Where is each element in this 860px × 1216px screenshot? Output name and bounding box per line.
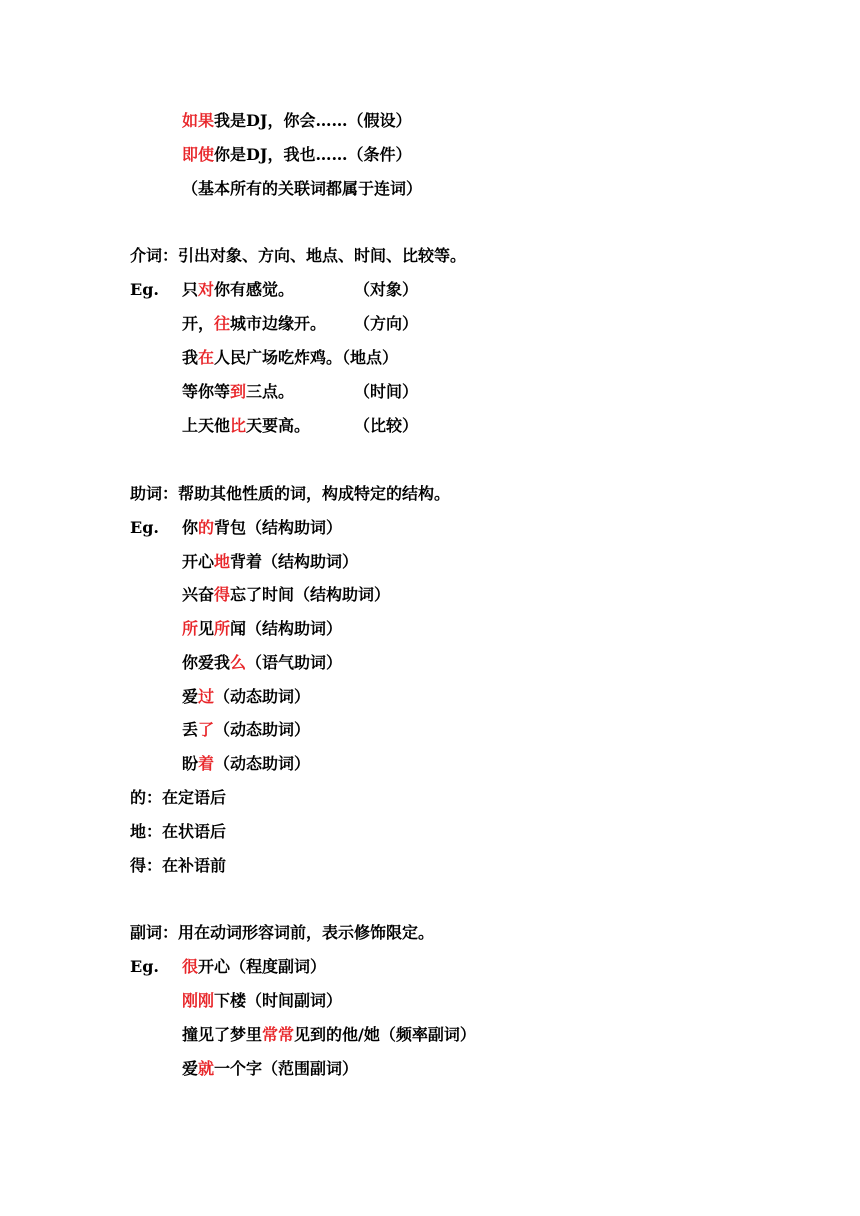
text-segment: 上天他 bbox=[182, 416, 231, 435]
text-line bbox=[182, 178, 422, 200]
text-line bbox=[354, 313, 418, 335]
highlighted-word: 所 bbox=[182, 619, 199, 638]
text-segment: 等你等 bbox=[182, 382, 231, 401]
highlighted-word: 的 bbox=[198, 518, 215, 537]
text-line bbox=[182, 990, 342, 1012]
text-segment: 你 bbox=[182, 518, 199, 537]
text-segment: 见 bbox=[198, 619, 215, 638]
highlighted-word: 如果 bbox=[182, 111, 215, 130]
text-segment: 只 bbox=[182, 280, 199, 299]
highlighted-word: 常常 bbox=[262, 1025, 295, 1044]
highlighted-word: 了 bbox=[198, 720, 215, 739]
text-segment: 你是DJ，我也……（条件） bbox=[214, 145, 412, 164]
text-line bbox=[182, 144, 411, 166]
text-line bbox=[130, 922, 434, 944]
text-segment: 你爱我 bbox=[182, 653, 231, 672]
text-segment: 得：在补语前 bbox=[130, 856, 227, 875]
text-segment: Eg. bbox=[130, 518, 159, 537]
text-line bbox=[130, 855, 226, 877]
text-line bbox=[182, 551, 358, 573]
highlighted-word: 过 bbox=[198, 687, 215, 706]
highlighted-word: 得 bbox=[214, 585, 231, 604]
text-line bbox=[182, 652, 342, 674]
text-segment: 开， bbox=[182, 314, 215, 333]
text-line bbox=[182, 753, 310, 775]
text-line bbox=[130, 787, 226, 809]
text-segment: （对象） bbox=[354, 280, 419, 299]
text-segment: 的：在定语后 bbox=[130, 788, 227, 807]
text-line bbox=[182, 618, 342, 640]
text-segment: Eg. bbox=[130, 957, 159, 976]
highlighted-word: 往 bbox=[214, 314, 231, 333]
text-line bbox=[182, 719, 310, 741]
text-segment: 爱 bbox=[182, 687, 199, 706]
highlighted-word: 在 bbox=[198, 348, 215, 367]
text-segment: 开心 bbox=[182, 552, 215, 571]
text-line bbox=[182, 517, 342, 539]
text-segment: 兴奋 bbox=[182, 585, 215, 604]
text-line bbox=[354, 415, 418, 437]
text-segment: （动态助词） bbox=[214, 720, 311, 739]
text-line bbox=[182, 415, 310, 437]
text-segment: 我是DJ，你会……（假设） bbox=[214, 111, 412, 130]
text-line bbox=[182, 381, 294, 403]
highlighted-word: 即使 bbox=[182, 145, 215, 164]
text-segment: 闻（结构助词） bbox=[230, 619, 343, 638]
text-segment: （动态助词） bbox=[214, 754, 311, 773]
text-segment: 介词：引出对象、方向、地点、时间、比较等。 bbox=[130, 246, 467, 265]
text-segment: 开心（程度副词） bbox=[198, 957, 327, 976]
highlighted-word: 着 bbox=[198, 754, 215, 773]
text-segment: Eg. bbox=[130, 280, 159, 299]
text-line bbox=[130, 483, 450, 505]
text-segment: 撞见了梦里 bbox=[182, 1025, 263, 1044]
text-line bbox=[354, 381, 418, 403]
text-segment: 背着（结构助词） bbox=[230, 552, 359, 571]
text-line bbox=[130, 245, 466, 267]
text-line bbox=[130, 279, 159, 301]
text-line bbox=[182, 347, 398, 369]
highlighted-word: 刚刚 bbox=[182, 991, 215, 1010]
text-line bbox=[182, 1024, 476, 1046]
text-line bbox=[182, 584, 390, 606]
text-segment: 副词：用在动词形容词前，表示修饰限定。 bbox=[130, 923, 435, 942]
text-line bbox=[182, 956, 326, 978]
text-segment: 见到的他/她（频率副词） bbox=[294, 1025, 476, 1044]
text-line bbox=[182, 1058, 358, 1080]
text-segment: 地：在状语后 bbox=[130, 822, 227, 841]
text-segment: （语气助词） bbox=[246, 653, 343, 672]
text-segment: （方向） bbox=[354, 314, 419, 333]
highlighted-word: 就 bbox=[198, 1059, 215, 1078]
text-line bbox=[182, 686, 310, 708]
text-segment: 一个字（范围副词） bbox=[214, 1059, 359, 1078]
text-segment: 人民广场吃炸鸡。（地点） bbox=[214, 348, 399, 367]
text-segment: （动态助词） bbox=[214, 687, 311, 706]
highlighted-word: 对 bbox=[198, 280, 215, 299]
highlighted-word: 到 bbox=[230, 382, 247, 401]
text-segment: 爱 bbox=[182, 1059, 199, 1078]
highlighted-word: 所 bbox=[214, 619, 231, 638]
highlighted-word: 地 bbox=[214, 552, 231, 571]
text-line bbox=[182, 313, 326, 335]
highlighted-word: 很 bbox=[182, 957, 199, 976]
text-segment: 城市边缘开。 bbox=[230, 314, 327, 333]
text-line bbox=[182, 279, 294, 301]
text-segment: （比较） bbox=[354, 416, 419, 435]
text-segment: 丢 bbox=[182, 720, 199, 739]
text-segment: 助词：帮助其他性质的词，构成特定的结构。 bbox=[130, 484, 451, 503]
text-line bbox=[130, 956, 159, 978]
text-line bbox=[130, 821, 226, 843]
text-line bbox=[354, 279, 418, 301]
text-segment: 盼 bbox=[182, 754, 199, 773]
text-segment: 你有感觉。 bbox=[214, 280, 295, 299]
text-segment: 下楼（时间副词） bbox=[214, 991, 343, 1010]
text-segment: 忘了时间（结构助词） bbox=[230, 585, 391, 604]
text-segment: 天要高。 bbox=[246, 416, 311, 435]
text-segment: （基本所有的关联词都属于连词） bbox=[182, 179, 423, 198]
text-line bbox=[182, 110, 411, 132]
highlighted-word: 比 bbox=[230, 416, 247, 435]
text-line bbox=[130, 517, 159, 539]
text-segment: （时间） bbox=[354, 382, 419, 401]
text-segment: 背包（结构助词） bbox=[214, 518, 343, 537]
text-segment: 我 bbox=[182, 348, 199, 367]
text-segment: 三点。 bbox=[246, 382, 295, 401]
highlighted-word: 么 bbox=[230, 653, 247, 672]
